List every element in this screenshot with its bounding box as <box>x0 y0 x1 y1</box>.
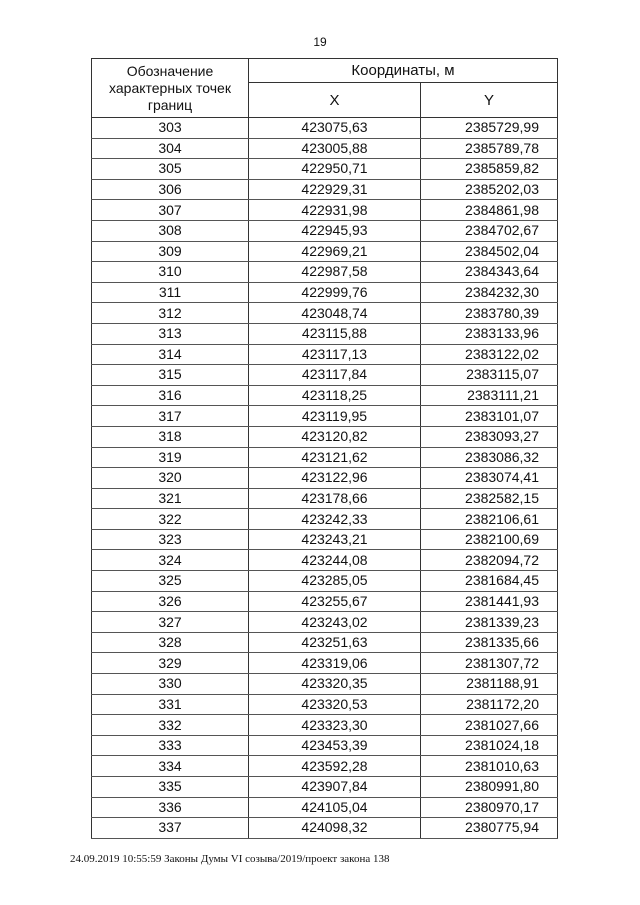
x-coordinate-cell: 423244,08 <box>249 550 421 571</box>
table-row <box>92 179 558 200</box>
header-y: Y <box>421 83 558 118</box>
table-row <box>92 426 558 447</box>
x-coordinate-cell: 423243,02 <box>249 612 421 633</box>
y-coordinate-cell: 2383093,27 <box>421 426 558 447</box>
table-row <box>92 818 558 839</box>
table-row <box>92 303 558 324</box>
y-coordinate-cell: 2382094,72 <box>421 550 558 571</box>
y-coordinate-cell: 2385202,03 <box>421 179 558 200</box>
point-id-cell: 320 <box>92 468 249 489</box>
table-row <box>92 406 558 427</box>
table-row <box>92 529 558 550</box>
x-coordinate-cell: 424105,04 <box>249 797 421 818</box>
table-row <box>92 262 558 283</box>
table-row <box>92 591 558 612</box>
x-coordinate-cell: 423320,35 <box>249 674 421 695</box>
point-id-cell: 316 <box>92 385 249 406</box>
x-coordinate-cell: 423122,96 <box>249 468 421 489</box>
y-coordinate-cell: 2383111,21 <box>421 385 558 406</box>
y-coordinate-cell: 2381024,18 <box>421 735 558 756</box>
point-id-cell: 310 <box>92 262 249 283</box>
x-coordinate-cell: 423592,28 <box>249 756 421 777</box>
y-coordinate-cell: 2381441,93 <box>421 591 558 612</box>
table-row <box>92 323 558 344</box>
table-row <box>92 632 558 653</box>
table-row <box>92 344 558 365</box>
table-row <box>92 797 558 818</box>
y-coordinate-cell: 2381188,91 <box>421 674 558 695</box>
y-coordinate-cell: 2383780,39 <box>421 303 558 324</box>
point-id-cell: 314 <box>92 344 249 365</box>
x-coordinate-cell: 423120,82 <box>249 426 421 447</box>
y-coordinate-cell: 2384702,67 <box>421 220 558 241</box>
y-coordinate-cell: 2380970,17 <box>421 797 558 818</box>
y-coordinate-cell: 2380775,94 <box>421 818 558 839</box>
y-coordinate-cell: 2384343,64 <box>421 262 558 283</box>
point-id-cell: 304 <box>92 138 249 159</box>
point-id-cell: 330 <box>92 674 249 695</box>
y-coordinate-cell: 2381684,45 <box>421 571 558 592</box>
point-id-cell: 309 <box>92 241 249 262</box>
y-coordinate-cell: 2381335,66 <box>421 632 558 653</box>
x-coordinate-cell: 423178,66 <box>249 488 421 509</box>
y-coordinate-cell: 2382582,15 <box>421 488 558 509</box>
x-coordinate-cell: 423118,25 <box>249 385 421 406</box>
x-coordinate-cell: 423255,67 <box>249 591 421 612</box>
table-row <box>92 674 558 695</box>
point-id-cell: 325 <box>92 571 249 592</box>
y-coordinate-cell: 2381339,23 <box>421 612 558 633</box>
point-id-cell: 329 <box>92 653 249 674</box>
x-coordinate-cell: 423285,05 <box>249 571 421 592</box>
point-id-cell: 308 <box>92 220 249 241</box>
table-row <box>92 777 558 798</box>
point-id-cell: 334 <box>92 756 249 777</box>
table-row <box>92 447 558 468</box>
y-coordinate-cell: 2384861,98 <box>421 200 558 221</box>
y-coordinate-cell: 2384232,30 <box>421 282 558 303</box>
table-row <box>92 468 558 489</box>
table-row <box>92 756 558 777</box>
table-row <box>92 200 558 221</box>
point-id-cell: 307 <box>92 200 249 221</box>
y-coordinate-cell: 2381027,66 <box>421 715 558 736</box>
header-x: X <box>249 83 421 118</box>
x-coordinate-cell: 422969,21 <box>249 241 421 262</box>
x-coordinate-cell: 424098,32 <box>249 818 421 839</box>
table-row <box>92 735 558 756</box>
x-coordinate-cell: 423121,62 <box>249 447 421 468</box>
point-id-cell: 317 <box>92 406 249 427</box>
y-coordinate-cell: 2382106,61 <box>421 509 558 530</box>
footer-stamp: 24.09.2019 10:55:59 Законы Думы VI созыва/2019/проект закона 138 <box>70 853 390 865</box>
y-coordinate-cell: 2384502,04 <box>421 241 558 262</box>
point-id-cell: 313 <box>92 323 249 344</box>
x-coordinate-cell: 423453,39 <box>249 735 421 756</box>
point-id-cell: 324 <box>92 550 249 571</box>
point-id-cell: 336 <box>92 797 249 818</box>
coordinates-table <box>91 58 558 839</box>
point-id-cell: 337 <box>92 818 249 839</box>
x-coordinate-cell: 422929,31 <box>249 179 421 200</box>
x-coordinate-cell: 422987,58 <box>249 262 421 283</box>
x-coordinate-cell: 423251,63 <box>249 632 421 653</box>
table-row <box>92 550 558 571</box>
point-id-cell: 303 <box>92 118 249 139</box>
table-row <box>92 694 558 715</box>
y-coordinate-cell: 2383133,96 <box>421 323 558 344</box>
point-id-cell: 326 <box>92 591 249 612</box>
x-coordinate-cell: 422931,98 <box>249 200 421 221</box>
y-coordinate-cell: 2383086,32 <box>421 447 558 468</box>
y-coordinate-cell: 2385859,82 <box>421 159 558 180</box>
table-row <box>92 118 558 139</box>
table-row <box>92 571 558 592</box>
point-id-cell: 327 <box>92 612 249 633</box>
y-coordinate-cell: 2385729,99 <box>421 118 558 139</box>
point-id-cell: 335 <box>92 777 249 798</box>
x-coordinate-cell: 423117,84 <box>249 365 421 386</box>
point-id-cell: 323 <box>92 529 249 550</box>
table-row <box>92 159 558 180</box>
table-row <box>92 220 558 241</box>
point-id-cell: 315 <box>92 365 249 386</box>
x-coordinate-cell: 423117,13 <box>249 344 421 365</box>
table-row <box>92 138 558 159</box>
x-coordinate-cell: 423005,88 <box>249 138 421 159</box>
x-coordinate-cell: 423907,84 <box>249 777 421 798</box>
x-coordinate-cell: 423243,21 <box>249 529 421 550</box>
point-id-cell: 318 <box>92 426 249 447</box>
point-id-cell: 321 <box>92 488 249 509</box>
y-coordinate-cell: 2381307,72 <box>421 653 558 674</box>
point-id-cell: 319 <box>92 447 249 468</box>
y-coordinate-cell: 2383115,07 <box>421 365 558 386</box>
y-coordinate-cell: 2385789,78 <box>421 138 558 159</box>
x-coordinate-cell: 423242,33 <box>249 509 421 530</box>
table-row <box>92 241 558 262</box>
x-coordinate-cell: 423320,53 <box>249 694 421 715</box>
x-coordinate-cell: 422999,76 <box>249 282 421 303</box>
y-coordinate-cell: 2382100,69 <box>421 529 558 550</box>
point-id-cell: 312 <box>92 303 249 324</box>
point-id-cell: 331 <box>92 694 249 715</box>
x-coordinate-cell: 423323,30 <box>249 715 421 736</box>
point-id-cell: 333 <box>92 735 249 756</box>
point-id-cell: 306 <box>92 179 249 200</box>
table-row <box>92 365 558 386</box>
x-coordinate-cell: 422950,71 <box>249 159 421 180</box>
table-row <box>92 612 558 633</box>
x-coordinate-cell: 423115,88 <box>249 323 421 344</box>
y-coordinate-cell: 2383122,02 <box>421 344 558 365</box>
point-id-cell: 322 <box>92 509 249 530</box>
x-coordinate-cell: 423048,74 <box>249 303 421 324</box>
point-id-cell: 328 <box>92 632 249 653</box>
point-id-cell: 332 <box>92 715 249 736</box>
x-coordinate-cell: 423319,06 <box>249 653 421 674</box>
x-coordinate-cell: 422945,93 <box>249 220 421 241</box>
y-coordinate-cell: 2381172,20 <box>421 694 558 715</box>
table-body <box>92 118 558 839</box>
header-point-designation: Обозначение характерных точек границ <box>92 59 249 118</box>
y-coordinate-cell: 2381010,63 <box>421 756 558 777</box>
table-row <box>92 715 558 736</box>
table-row <box>92 282 558 303</box>
y-coordinate-cell: 2383074,41 <box>421 468 558 489</box>
point-id-cell: 311 <box>92 282 249 303</box>
table-row <box>92 653 558 674</box>
table-row <box>92 509 558 530</box>
x-coordinate-cell: 423119,95 <box>249 406 421 427</box>
y-coordinate-cell: 2383101,07 <box>421 406 558 427</box>
x-coordinate-cell: 423075,63 <box>249 118 421 139</box>
table-row <box>92 385 558 406</box>
page-number: 19 <box>313 35 327 49</box>
header-coordinates: Координаты, м <box>249 59 558 83</box>
point-id-cell: 305 <box>92 159 249 180</box>
table-row <box>92 488 558 509</box>
y-coordinate-cell: 2380991,80 <box>421 777 558 798</box>
